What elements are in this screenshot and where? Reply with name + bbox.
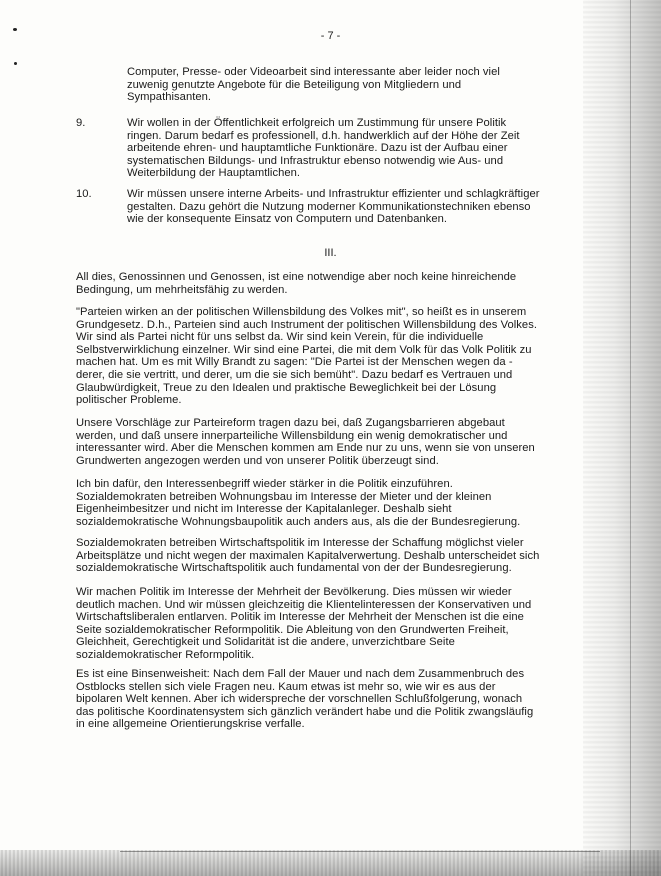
list-item-number: 9. bbox=[76, 117, 86, 129]
scan-edge-bottom-line bbox=[120, 851, 600, 852]
paragraph: Ich bin dafür, den Interessenbegriff wieder stärker in die Politik einzuführen. Sozialdemokraten betreiben Wohnungsbau im Interesse der Mieter und der kleinen Eigenheimbesitzer und nicht im Interesse der Kapitalanleger. Deshalb sieht sozialdemokratische Wohnungsbaupolitik auch anders aus, als die der Bundesregierung. bbox=[76, 478, 521, 528]
scan-edge-line bbox=[630, 0, 631, 876]
paragraph: Unsere Vorschläge zur Parteireform tragen dazu bei, daß Zugangsbarrieren abgebaut werden, und daß unsere innerparteiliche Willensbildung ein wenig demokratischer und interessanter wird. Aber die Menschen kommen am Ende nur zu uns, wenn sie von unseren Grundwerten angezogen werden und von unserer Politik überzeugt sind. bbox=[76, 417, 535, 467]
list-item-text: Wir müssen unsere interne Arbeits- und Infrastruktur effizienter und schlagkräftiger gestalten. Dazu gehört die Nutzung moderner Kommunikationstechniken ebenso wie der konsequente Einsatz von Computern und Datenbanken. bbox=[127, 188, 540, 226]
section-heading: III. bbox=[324, 247, 337, 259]
list-item-number: 10. bbox=[76, 188, 92, 200]
paragraph: Sozialdemokraten betreiben Wirtschaftspolitik im Interesse der Schaffung möglichst vieler Arbeitsplätze und nicht wegen der maximalen Kapitalverwertung. Deshalb unterscheidet sich sozialdemokratische Wirtschaftspolitik auch fundamental von der der Bundesregierung. bbox=[76, 537, 540, 575]
scan-speck bbox=[14, 62, 17, 65]
paragraph: All dies, Genossinnen und Genossen, ist eine notwendige aber noch keine hinreichende Bedingung, um mehrheitsfähig zu werden. bbox=[76, 271, 517, 296]
scan-edge-right bbox=[583, 0, 661, 876]
paragraph: "Parteien wirken an der politischen Willensbildung des Volkes mit", so heißt es in unserem Grundgesetz. D.h., Parteien sind auch Instrument der politischen Willensbildung des Volkes. Wir sind als Partei nicht für uns selbst da. Wir sind kein Verein, für die individuelle Selbstverwirklichung einzelner. Wir sind eine Partei, die mit dem Volk für das Volk Politik zu machen hat. Um es mit Willy Brandt zu sagen: "Die Partei ist der Menschen wegen da - derer, die sie vertritt, und derer, um die sie sich bemüht". Dazu bedarf es Vertrauen und Glaubwürdigkeit, Treue zu den Idealen und praktische Beweglichkeit bei der Lösung politischer Probleme. bbox=[76, 306, 537, 407]
paragraph: Es ist eine Binsenweisheit: Nach dem Fall der Mauer und nach dem Zusammenbruch des Ostblocks stellen sich viele Fragen neu. Kaum etwas ist mehr so, wie wir es aus der bipolaren Welt kennen. Aber ich widerspreche der vorschnellen Schlußfolgerung, wonach das politische Koordinatensystem sich gänzlich verändert habe und die Politik zwangsläufig in eine allgemeine Orientierungskrise verfalle. bbox=[76, 668, 534, 731]
page-number: - 7 - bbox=[320, 30, 341, 42]
list-item-text: Wir wollen in der Öffentlichkeit erfolgreich um Zustimmung für unsere Politik ringen. Darum bedarf es professionell, d.h. handwerklich auf der Höhe der Zeit arbeitende ehren- und hauptamtliche Funktionäre. Dazu ist der Aufbau einer systematischen Bildungs- und Infrastruktur ebenso notwendig wie Aus- und Weiterbildung der Hauptamtlichen. bbox=[127, 117, 520, 180]
paragraph: Wir machen Politik im Interesse der Mehrheit der Bevölkerung. Dies müssen wir wieder deutlich machen. Und wir müssen gleichzeitig die Klientelinteressen der Konservativen und Wirtschaftsliberalen entlarven. Politik im Interesse der Mehrheit der Menschen ist die eine Seite sozialdemokratischer Reformpolitik. Die Ableitung von den Grundwerten Freiheit, Gleichheit, Gerechtigkeit und Solidarität ist die andere, unverzichtbare Seite sozialdemokratischer Reformpolitik. bbox=[76, 586, 532, 661]
scan-edge-bottom bbox=[0, 850, 661, 876]
continuation-text: Computer, Presse- oder Videoarbeit sind interessante aber leider noch viel zuwenig genutzte Angebote für die Beteiligung von Mitgliedern und Sympathisanten. bbox=[127, 66, 500, 104]
